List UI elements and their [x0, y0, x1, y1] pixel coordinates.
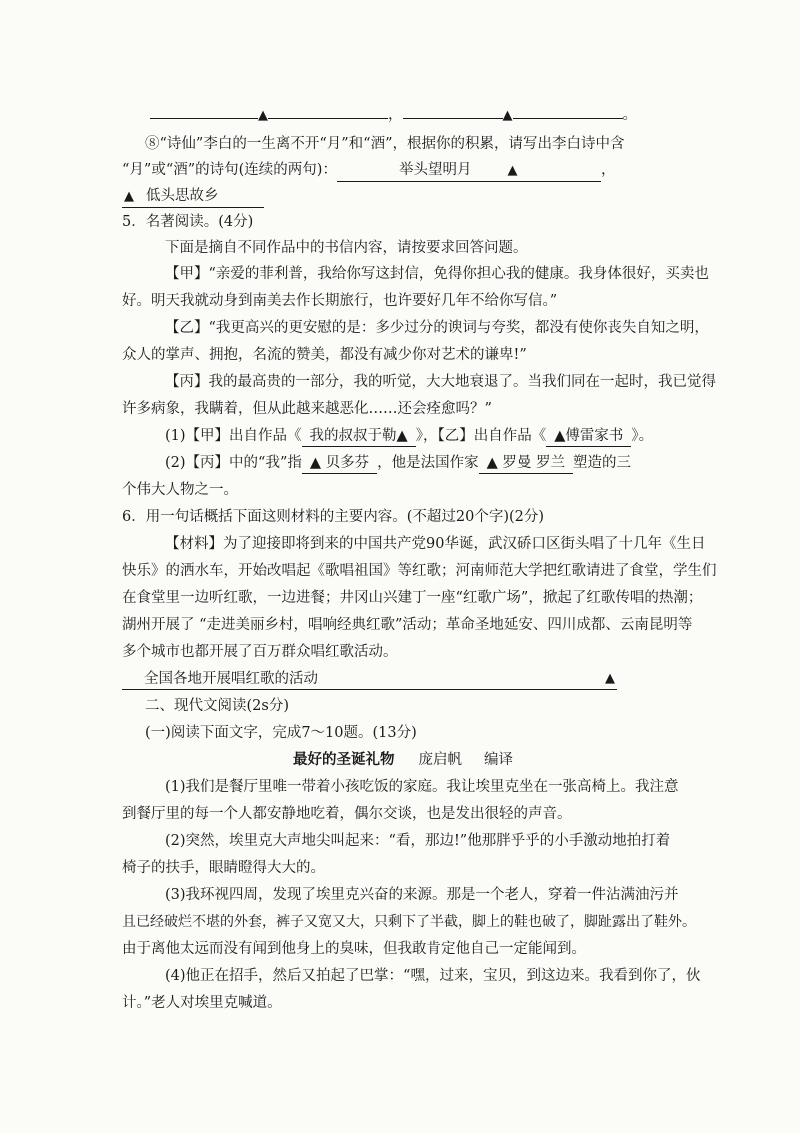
- q6-heading: 6．用一句话概括下面这则材料的主要内容。(不超过20个字)(2分): [122, 509, 545, 525]
- q5-jia-line2: 好。明天我就动身到南美去作长期旅行，也许要好几年不给你写信。”: [122, 293, 558, 309]
- q6-material-3: 在食堂里一边听红歌，一边进餐；井冈山兴建丁一座“红歌广场”，掀起了红歌传唱的热潮；: [122, 590, 703, 606]
- q5-heading: 5．名著阅读。(4分): [122, 214, 254, 230]
- sub2-text-a: (2)【丙】中的“我”指: [165, 455, 302, 471]
- q8-answer2: 低头思故乡: [146, 188, 219, 204]
- q5-sub2-line2: 个伟大人物之一。: [122, 482, 238, 498]
- paragraph-4-line2: 计。”老人对埃里克喊道。: [122, 995, 282, 1011]
- q5-intro: 下面是摘自不同作品中的书信内容，请按要求回答问题。: [165, 240, 528, 256]
- q5-sub2: [165, 453, 631, 474]
- q6-material-5: 多个城市也都开展了百万群众唱红歌活动。: [122, 644, 398, 660]
- separator: ，: [388, 107, 403, 123]
- q6-answer-line: [122, 669, 617, 690]
- q5-jia-line1: 【甲】“亲爱的菲利普，我给你写这封信，免得你担心我的健康。我身体很好，买卖也: [165, 266, 709, 282]
- blank-line: [403, 104, 503, 119]
- q8-line1: ⑧“诗仙”李白的一生离不开“月”和“酒”，根据你的积累，请写出李白诗中含: [145, 136, 625, 152]
- sub1-text-a: (1)【甲】出自作品《: [165, 428, 302, 444]
- q8-answer-blank: [337, 160, 601, 182]
- q8-answer2-blank: [122, 186, 264, 208]
- sub2-text-b: ，他是法国作家: [377, 455, 479, 471]
- paragraph-4-line1: (4)他正在招手，然后又拍起了巴掌：“嘿，过来，宝贝，到这边来。我看到你了，伙: [165, 968, 701, 984]
- article-author: 庞启帆: [418, 752, 462, 768]
- q8-line2: [122, 160, 615, 182]
- paragraph-3-line3: 由于离他太远而没有闻到他身上的臭味，但我敢肯定他自己一定能闻到。: [122, 941, 586, 957]
- sub1-answer2: ▲傅雷家书: [546, 426, 631, 447]
- q5-yi-line2: 众人的掌声、拥抱，名流的赞美，都没有减少你对艺术的谦卑!”: [122, 347, 527, 363]
- q5-bing-line2: 许多病象，我瞒着，但从此越来越恶化……还会痊愈吗？”: [122, 401, 492, 417]
- paragraph-1-line1: (1)我们是餐厅里唯一带着小孩吃饭的家庭。我让埃里克坐在一张高椅上。我注意: [165, 779, 679, 795]
- q5-sub1: [165, 426, 653, 447]
- section2-subheading: (一)阅读下面文字，完成7～10题。(13分): [145, 725, 417, 741]
- sub1-answer1: 我的叔叔于勒▲: [302, 426, 416, 447]
- paragraph-3-line1: (3)我环视四周，发现了埃里克兴奋的来源。那是一个老人，穿着一件沾满油污并: [165, 887, 679, 903]
- sub2-text-c: 塑造的三: [573, 455, 632, 471]
- article-title: 最好的圣诞礼物: [293, 751, 395, 768]
- paragraph-3-line2: 且已经破烂不堪的外套，裤子又宽又大，只剩下了半截，脚上的鞋也破了，脚趾露出了鞋外。: [122, 914, 696, 930]
- q6-material-2: 快乐》的洒水车，开始改唱起《歌唱祖国》等红歌；河南师范大学把红歌请进了食堂，学生们: [122, 563, 717, 579]
- article-role: 编译: [484, 752, 513, 768]
- sub1-text-b: 》，【乙】出自作品《: [415, 428, 547, 444]
- q6-mark: ▲: [605, 671, 615, 686]
- paragraph-2-line1: (2)突然，埃里克大声地尖叫起来：“看，那边!”他那胖乎乎的小手激动地拍打着: [165, 833, 671, 849]
- q8-prefix: “月”或“酒”的诗句(连续的两句)：: [122, 162, 337, 178]
- article-title-row: [293, 750, 513, 770]
- sub1-text-c: 》。: [631, 428, 654, 444]
- q6-material-1: 【材料】为了迎接即将到来的中国共产党90华诞，武汉硚口区街头唱了十几年《生日: [165, 536, 706, 552]
- q6-material-4: 湖州开展了 “走进美丽乡村，唱响经典红歌”活动；革命圣地延安、四川成都、云南昆明等: [122, 617, 693, 633]
- q8-blank-row: [150, 104, 637, 126]
- q8-line3: [122, 186, 264, 208]
- q5-bing-line1: 【丙】我的最高贵的一部分，我的听觉，大大地衰退了。当我们同在一起时，我已觉得: [165, 374, 716, 390]
- blank-mark: ▲: [258, 108, 268, 123]
- paragraph-2-line2: 椅子的扶手，眼睛瞪得大大的。: [122, 860, 325, 876]
- q5-yi-line1: 【乙】“我更高兴的更安慰的是：多少过分的谀词与夸奖，都没有使你丧失自知之明，: [165, 320, 709, 336]
- paragraph-1-line2: 到餐厅里的每一个人都安静地吃着，偶尔交谈，也是发出很轻的声音。: [122, 806, 572, 822]
- blank-line: [513, 104, 623, 119]
- end-punct: 。: [622, 107, 637, 123]
- section2-heading: 二、现代文阅读(2s分): [145, 698, 289, 714]
- q8-answer1: 举头望明月: [398, 162, 472, 178]
- q8-comma: ，: [600, 162, 616, 178]
- blank-line: [150, 104, 258, 119]
- q6-answer: 全国各地开展唱红歌的活动: [144, 671, 318, 687]
- q8-mark1: ▲: [507, 163, 518, 178]
- q8-mark2: ▲: [124, 189, 134, 204]
- blank-mark: ▲: [502, 108, 513, 123]
- sub2-answer1: ▲ 贝多芬: [302, 453, 377, 474]
- blank-line: [268, 104, 388, 119]
- sub2-answer2: ▲ 罗曼 罗兰: [479, 453, 573, 474]
